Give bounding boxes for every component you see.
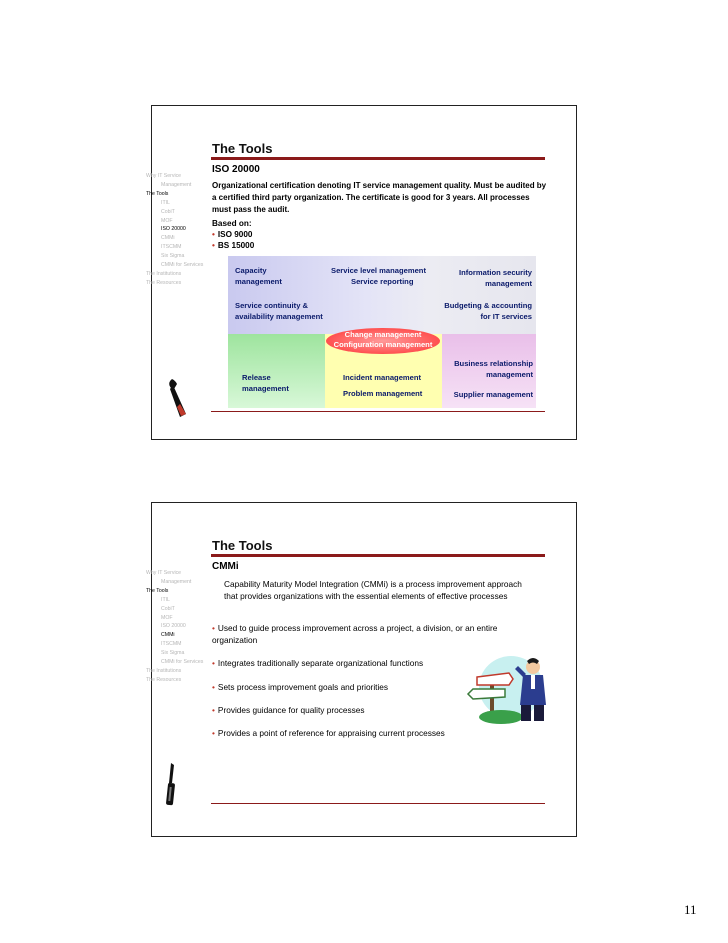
supplier-label: Supplier management: [453, 390, 533, 399]
based-on-item: • BS 15000: [212, 241, 255, 250]
nav-item[interactable]: The Resources: [146, 676, 182, 683]
nav-item[interactable]: ITIL: [161, 199, 170, 206]
service-level-label: Service level management: [331, 266, 426, 275]
nav-item[interactable]: MOF: [161, 217, 173, 224]
slide-iso-20000: [146, 105, 577, 440]
nav-item[interactable]: ISO 20000: [161, 623, 186, 630]
cmmi-bullet: • Provides guidance for quality processes: [212, 705, 365, 715]
nav-item[interactable]: The Institutions: [146, 667, 182, 674]
screwdriver-icon: [162, 761, 180, 809]
problem-label: Problem management: [343, 389, 423, 398]
nav-item[interactable]: Six Sigma: [161, 253, 185, 260]
based-on-item: • ISO 9000: [212, 230, 253, 239]
nav-item[interactable]: ITIL: [161, 596, 170, 603]
nav-item[interactable]: Management: [161, 578, 192, 585]
person-signpost-clipart: [465, 655, 557, 725]
cmmi-bullet: • Integrates traditionally separate organizational functions: [212, 658, 424, 668]
incident-label: Incident management: [343, 373, 422, 382]
nav-item[interactable]: ISO 20000: [161, 226, 186, 233]
nav-item[interactable]: The Institutions: [146, 270, 182, 277]
slide-cmmi: [146, 502, 577, 837]
nav-item[interactable]: MOF: [161, 614, 173, 621]
nav-item[interactable]: The Resources: [146, 279, 182, 286]
release-processes-zone: [228, 334, 325, 408]
info-security-label: Information security management: [459, 268, 532, 288]
slide-title: The Tools: [212, 141, 273, 156]
nav-item[interactable]: ITSCMM: [161, 641, 182, 648]
iso-process-diagram: [228, 256, 536, 408]
cmmi-intro: Capability Maturity Model Integration (CMMi) is a process improvement approach that provides organizations with the essential elements of effective processes: [224, 579, 522, 601]
title-rule: [211, 157, 545, 160]
nav-item[interactable]: Six Sigma: [161, 650, 185, 657]
page-number: 11: [684, 902, 697, 917]
budgeting-label: Budgeting & accounting for IT services: [444, 301, 532, 321]
bottom-rule: [211, 411, 545, 412]
release-label: Release management: [242, 373, 289, 393]
nav-item[interactable]: CMMi for Services: [161, 659, 204, 666]
title-rule: [211, 554, 545, 557]
nav-item[interactable]: The Tools: [146, 190, 169, 197]
continuity-label: Service continuity & availability management: [235, 301, 323, 321]
bottom-rule: [211, 803, 545, 804]
cmmi-bullet: • Used to guide process improvement across a project, a division, or an entire organization: [212, 623, 498, 645]
section-nav: [146, 569, 212, 685]
business-relationship-label: Business relationship management: [454, 359, 533, 379]
slide-subtitle: ISO 20000: [212, 164, 260, 175]
nav-item[interactable]: CMMi: [161, 632, 175, 639]
nav-item[interactable]: Management: [161, 181, 192, 188]
based-on-block: [212, 218, 254, 251]
based-on-label: Based on:: [212, 219, 252, 228]
nav-item[interactable]: CobiT: [161, 208, 175, 215]
nav-item[interactable]: CMMi: [161, 235, 175, 242]
nav-item[interactable]: Why IT Service: [146, 570, 182, 576]
nav-item[interactable]: The Tools: [146, 587, 169, 594]
service-reporting-label: Service reporting: [351, 277, 414, 286]
slide-subtitle: CMMi: [212, 561, 239, 572]
wrench-icon: [166, 376, 192, 420]
iso-description: Organizational certification denoting IT service management quality. Must be audited by a certified third party organization. The certificate is good for 3 years. All processes must pass the audit.: [212, 181, 547, 214]
nav-item[interactable]: Why IT Service: [146, 173, 182, 179]
nav-item[interactable]: ITSCMM: [161, 244, 182, 251]
section-nav: [146, 172, 212, 288]
nav-item[interactable]: CobiT: [161, 605, 175, 612]
change-config-label: Change management Configuration management: [333, 330, 433, 349]
slide-title: The Tools: [212, 538, 273, 553]
capacity-label: Capacity management: [235, 266, 282, 286]
nav-item[interactable]: CMMi for Services: [161, 262, 204, 269]
cmmi-bullet: • Sets process improvement goals and priorities: [212, 682, 389, 692]
cmmi-bullet: • Provides a point of reference for appraising current processes: [212, 728, 445, 738]
